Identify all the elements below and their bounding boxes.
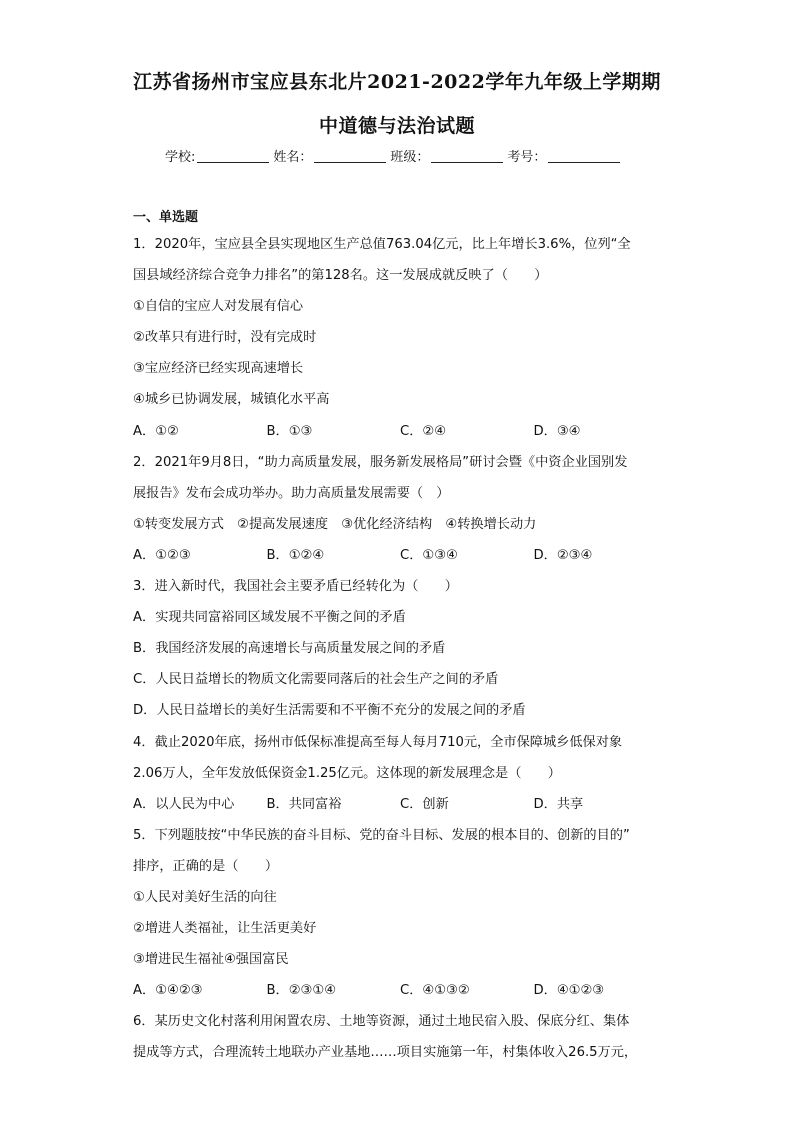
name-label: 姓名： — [273, 150, 313, 165]
answer-option: D．③④ — [533, 423, 581, 439]
question-stem-line: 6．某历史文化村落利用闲置农房、土地等资源，通过土地民宿入股、保底分红、集体 — [133, 1014, 630, 1030]
number-blank — [548, 149, 620, 163]
answer-option: B．①③ — [266, 423, 313, 439]
answer-option: A．①④②③ — [133, 983, 203, 999]
answer-option: B．①②④ — [266, 547, 325, 563]
question-stem-line: 5．下列题肢按“中华民族的奋斗目标、党的奋斗目标、发展的根本目的、创新的目的” — [133, 827, 630, 843]
question-1 — [133, 229, 667, 447]
answer-options — [133, 789, 667, 820]
class-blank — [431, 149, 503, 163]
question-5 — [133, 820, 667, 1007]
question-stem-line: 2．2021年9月8日，“助力高质量发展，服务新发展格局”研讨会暨《中资企业国别发 — [133, 454, 628, 470]
answer-option: D．②③④ — [533, 547, 593, 563]
question-stem-line: 排序，正确的是（ ） — [133, 858, 279, 874]
answer-option: D．共享 — [533, 796, 584, 812]
school-blank — [197, 149, 269, 163]
question-stem-line: 展报告》发布会成功举办。助力高质量发展需要（ ） — [133, 485, 450, 501]
question-item: ④城乡已协调发展，城镇化水平高 — [133, 392, 330, 408]
answer-option: B．共同富裕 — [266, 796, 342, 812]
question-item: C．人民日益增长的物质文化需要同落后的社会生产之间的矛盾 — [133, 672, 499, 688]
question-item: ③增进民生福祉④强国富民 — [133, 952, 289, 968]
question-2 — [133, 447, 667, 571]
exam-title-line-2: 中道德与法治试题 — [318, 115, 475, 137]
question-stem-line: 提成等方式，合理流转土地联办产业基地……项目实施第一年，村集体收入26.5万元， — [133, 1045, 638, 1061]
question-item: D．人民日益增长的美好生活需要和不平衡不充分的发展之间的矛盾 — [133, 703, 526, 719]
question-item: ②增进人类福祉，让生活更美好 — [133, 921, 317, 937]
student-info-line — [165, 146, 685, 165]
exam-title-line-1: 江苏省扬州市宝应县东北片2021-2022学年九年级上学期期 — [133, 71, 661, 93]
question-item: ②改革只有进行时，没有完成时 — [133, 330, 317, 346]
answer-option: D．④①②③ — [533, 983, 605, 999]
question-3 — [133, 571, 667, 726]
question-item: ①转变发展方式 ②提高发展速度 ③优化经济结构 ④转换增长动力 — [133, 516, 537, 532]
answer-option: B．②③①④ — [266, 983, 337, 999]
question-6 — [133, 1006, 667, 1068]
answer-option: A．①②③ — [133, 547, 191, 563]
section-heading: 一、单选题 — [133, 210, 199, 225]
answer-options — [133, 540, 667, 571]
answer-option: C．创新 — [400, 796, 449, 812]
question-item: A．实现共同富裕同区域发展不平衡之间的矛盾 — [133, 610, 406, 626]
question-item: B．我国经济发展的高速增长与高质量发展之间的矛盾 — [133, 641, 446, 657]
answer-options — [133, 416, 667, 447]
question-item: ①自信的宝应人对发展有信心 — [133, 299, 304, 315]
question-stem-line: 2.06万人，全年发放低保资金1.25亿元。这体现的新发展理念是（ ） — [133, 765, 561, 781]
number-label: 考号： — [507, 150, 547, 165]
answer-option: A．以人民为中心 — [133, 796, 235, 812]
question-stem-line: 3．进入新时代，我国社会主要矛盾已经转化为（ ） — [133, 579, 458, 595]
answer-option: C．①③④ — [400, 547, 458, 563]
school-label: 学校: — [165, 150, 196, 165]
question-stem-line: 国县域经济综合竞争力排名”的第128名。这一发展成就反映了（ ） — [133, 268, 548, 284]
class-label: 班级： — [390, 150, 430, 165]
question-list — [133, 229, 667, 1069]
question-stem-line: 1．2020年，宝应县全县实现地区生产总值763.04亿元，比上年增长3.6%，位列“全 — [133, 237, 631, 252]
question-stem-line: 4．截止2020年底，扬州市低保标准提高至每人每月710元，全市保障城乡低保对象 — [133, 734, 623, 750]
answer-option: C．④①③② — [400, 983, 470, 999]
name-blank — [314, 149, 386, 163]
answer-option: A．①② — [133, 423, 179, 439]
question-item: ①人民对美好生活的向往 — [133, 889, 277, 905]
answer-options — [133, 975, 667, 1006]
answer-option: C．②④ — [400, 423, 447, 439]
question-item: ③宝应经济已经实现高速增长 — [133, 361, 304, 377]
question-4 — [133, 727, 667, 820]
